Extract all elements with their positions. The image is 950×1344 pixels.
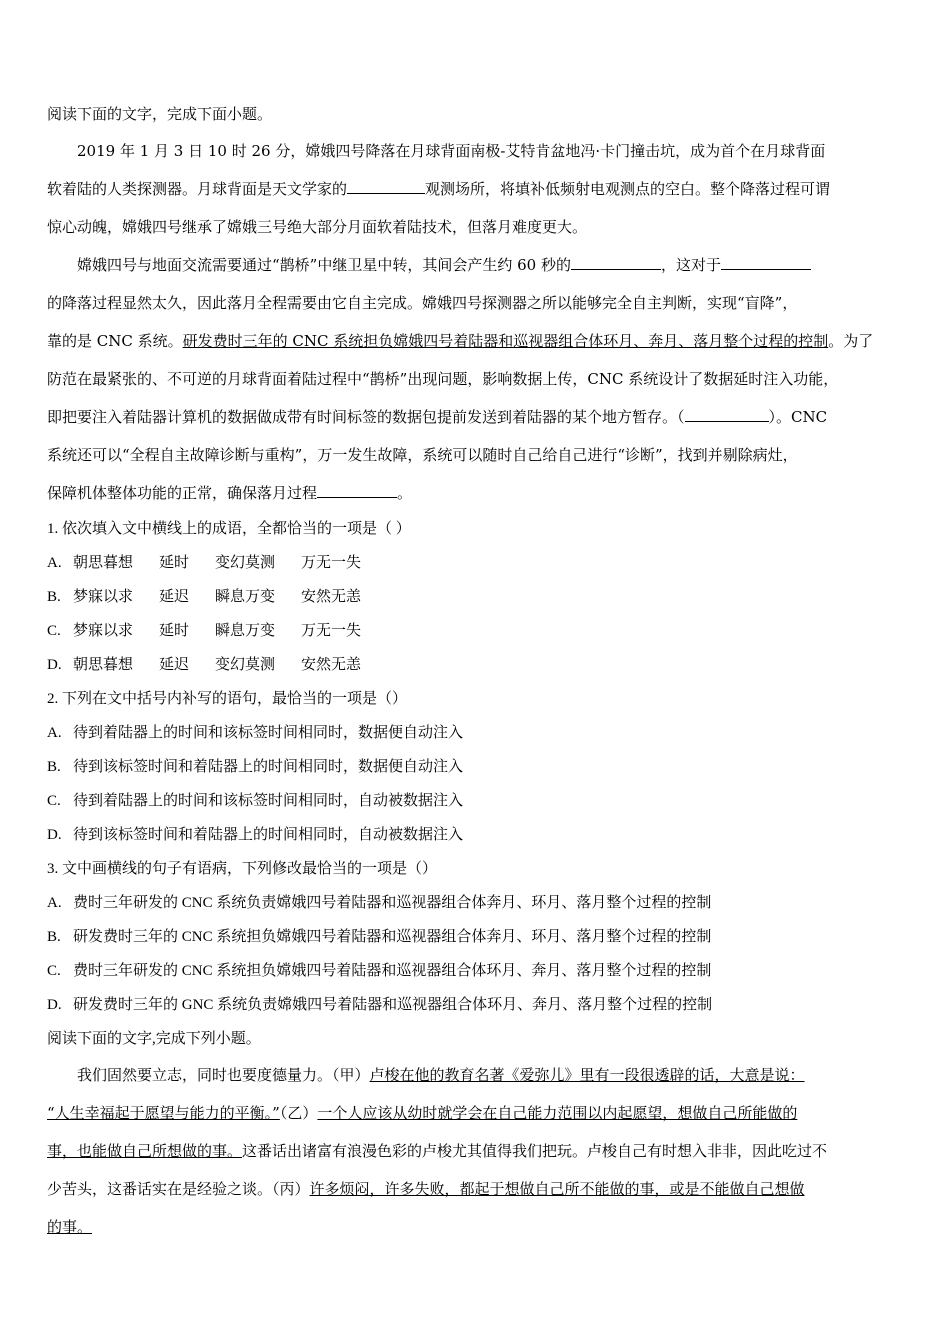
passage1-line: 2019 年 1 月 3 日 10 时 26 分，嫦娥四号降落在月球背面南极-艾特肯盆地冯·卡门撞击坑，成为首个在月球背面 xyxy=(77,142,826,160)
q3-option-c[interactable]: C. 费时三年研发的 CNC 系统担负嫦娥四号着陆器和巡视器组合体环月、奔月、落月整个过程的控制 xyxy=(47,963,712,979)
q1-option-b[interactable]: B. 梦寐以求 延迟 瞬息万变 安然无恙 xyxy=(47,589,362,605)
q3-option-d[interactable]: D. 研发费时三年的 GNC 系统负责嫦娥四号着陆器和巡视器组合体环月、奔月、落月整个过程的控制 xyxy=(47,997,713,1013)
passage2-line: 的降落过程显然太久，因此落月全程需要由它自主完成。嫦娥四号探测器之所以能够完全自主判断，实现“盲降”， xyxy=(47,294,798,312)
passage3-line: 我们固然要立志，同时也要度德量力。（甲）卢梭在他的教育名著《爱弥儿》里有一段很透辟的话，大意是说： xyxy=(77,1066,805,1084)
underlined-jia-quote: “人生幸福起于愿望与能力的平衡。” xyxy=(47,1104,280,1122)
q2-option-b[interactable]: B. 待到该标签时间和着陆器上的时间相同时，数据便自动注入 xyxy=(47,759,464,775)
underlined-jia: 卢梭在他的教育名著《爱弥儿》里有一段很透辟的话，大意是说： xyxy=(369,1066,805,1084)
blank-4 xyxy=(317,481,397,498)
passage3-line: 少苦头，这番话实在是经验之谈。（丙）许多烦闷，许多失败，都起于想做自己所不能做的事，或是不能做自己想做 xyxy=(47,1180,805,1198)
q3-option-a[interactable]: A. 费时三年研发的 CNC 系统负责嫦娥四号着陆器和巡视器组合体奔月、环月、落月整个过程的控制 xyxy=(47,895,712,911)
passage1-line: 惊心动魄，嫦娥四号继承了嫦娥三号绝大部分月面软着陆技术，但落月难度更大。 xyxy=(47,218,588,236)
passage2-line: 即把要注入着陆器计算机的数据做成带有时间标签的数据包提前发送到着陆器的某个地方暂存。（ ）。CNC xyxy=(47,398,915,436)
q2-option-a[interactable]: A. 待到着陆器上的时间和该标签时间相同时，数据便自动注入 xyxy=(47,725,464,741)
passage3-line xyxy=(47,1208,915,1246)
passage2-line: 防范在最紧张的、不可逆的月球背面着陆过程中“鹊桥”出现问题，影响数据上传，CNC 系统设计了数据延时注入功能， xyxy=(47,370,839,388)
section2-intro: 阅读下面的文字,完成下列小题。 xyxy=(47,1031,261,1047)
passage2-line: 靠的是 CNC 系统。研发费时三年的 CNC 系统担负嫦娥四号着陆器和巡视器组合体环月、奔月、落月整个过程的控制。为了 xyxy=(47,332,874,350)
q1-option-c[interactable]: C. 梦寐以求 延时 瞬息万变 万无一失 xyxy=(47,623,362,639)
passage1-line: 软着陆的人类探测器。月球背面是天文学家的 观测场所，将填补低频射电观测点的空白。整个降落过程可谓 xyxy=(47,170,915,208)
blank-2 xyxy=(571,253,661,270)
passage2-line: 嫦娥四号与地面交流需要通过“鹊桥”中继卫星中转，其间会产生约 60 秒的 ，这对于 xyxy=(47,246,915,284)
passage3-line: 事，也能做自己所想做的事。这番话出诸富有浪漫色彩的卢梭尤其值得我们把玩。卢梭自己有时想入非非，因此吃过不 xyxy=(47,1142,828,1160)
blank-1 xyxy=(347,177,425,194)
document-page xyxy=(47,98,915,1246)
q1-option-d[interactable]: D. 朝思暮想 延迟 变幻莫测 安然无恙 xyxy=(47,657,362,673)
blank-bracket xyxy=(685,405,769,422)
blank-3 xyxy=(721,253,811,270)
question-2-stem: 2. 下列在文中括号内补写的语句，最恰当的一项是（） xyxy=(47,691,408,707)
section1-intro: 阅读下面的文字，完成下面小题。 xyxy=(47,107,273,123)
underlined-sentence: 研发费时三年的 CNC 系统担负嫦娥四号着陆器和巡视器组合体环月、奔月、落月整个过程的控制 xyxy=(182,332,829,350)
underlined-bing-end: 的事。 xyxy=(47,1218,93,1236)
underlined-yi: 一个人应该从幼时就学会在自己能力范围以内起愿望，想做自己所能做的 xyxy=(317,1104,798,1122)
q1-option-a[interactable]: A. 朝思暮想 延时 变幻莫测 万无一失 xyxy=(47,555,362,571)
q3-option-b[interactable]: B. 研发费时三年的 CNC 系统担负嫦娥四号着陆器和巡视器组合体奔月、环月、落月整个过程的控制 xyxy=(47,929,712,945)
q2-option-c[interactable]: C. 待到着陆器上的时间和该标签时间相同时，自动被数据注入 xyxy=(47,793,464,809)
underlined-yi-end: 事，也能做自己所想做的事。 xyxy=(47,1142,243,1160)
passage2-line: 系统还可以“全程自主故障诊断与重构”，万一发生故障，系统可以随时自己给自己进行“诊断”，找到并剔除病灶， xyxy=(47,446,798,464)
passage2-line: 保障机体整体功能的正常，确保落月过程 。 xyxy=(47,474,915,512)
passage3-line: “人生幸福起于愿望与能力的平衡。”（乙）一个人应该从幼时就学会在自己能力范围以内起愿望，想做自己所能做的 xyxy=(47,1104,798,1122)
underlined-bing: 许多烦闷，许多失败，都起于想做自己所不能做的事，或是不能做自己想做 xyxy=(309,1180,805,1198)
question-3-stem: 3. 文中画横线的句子有语病，下列修改最恰当的一项是（） xyxy=(47,861,438,877)
q2-option-d[interactable]: D. 待到该标签时间和着陆器上的时间相同时，自动被数据注入 xyxy=(47,827,464,843)
question-1-stem: 1. 依次填入文中横线上的成语，全都恰当的一项是（ ） xyxy=(47,521,411,537)
